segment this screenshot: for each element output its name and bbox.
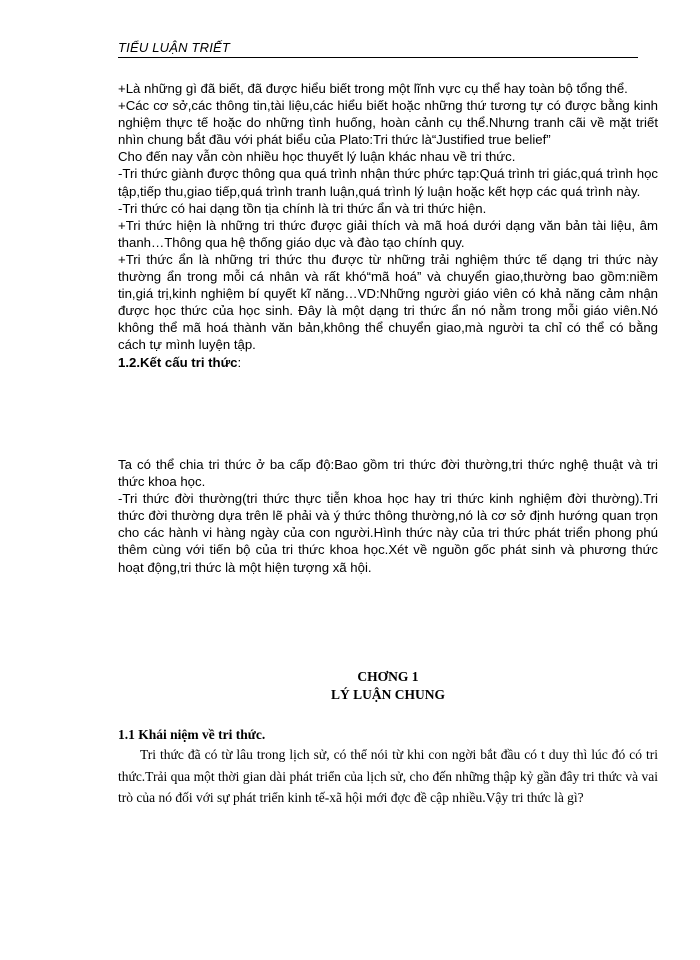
- knowledge-structure-block: [118, 456, 658, 576]
- section-heading-1-2-bold: 1.2.Kết cấu tri thức: [118, 354, 238, 370]
- paragraph: -Tri thức giành được thông qua quá trình nhận thức phức tạp:Quá trình tri giác,quá trình học tập,tiếp thu,giao tiếp,quá trình tranh luận,quá trình lý luận hoặc kết hợp các quá trình này.: [118, 166, 658, 199]
- paragraph: Cho đến nay vẫn còn nhiều học thuyết lý luận khác nhau về tri thức.: [118, 149, 516, 165]
- paragraph: Ta có thể chia tri thức ở ba cấp độ:Bao gồm tri thức đời thường,tri thức nghệ thuật và tri thức khoa học.: [118, 457, 658, 490]
- section-heading-1-2: [118, 354, 658, 371]
- chapter-title: LÝ LUẬN CHUNG: [330, 687, 445, 702]
- section-heading-1-2-colon: :: [237, 354, 242, 370]
- section-heading-1-1: 1.1 Khái niệm về tri thức.: [118, 727, 266, 742]
- paragraph: +Tri thức hiện là những tri thức được giải thích và mã hoá dưới dạng văn bản tài liệu, âm thanh…Thông qua hệ thống giáo dục và đào tạo chính quy.: [118, 217, 658, 250]
- paragraph: -Tri thức đời thường(tri thức thực tiễn khoa học hay tri thức kinh nghiệm đời thường).Tri thức đời thường dựa trên lẽ phải và ý thức thông thường,nó là cơ sở định hướng quan trọn cho các hành vi hàng ngày của con người.Hình thức này của tri thức phát triển phong phú thêm cùng với tiến bộ của tri thức khoa học.Xét về nguồn gốc phát sinh và phương thức hoạt động,tri thức là một hiện tượng xã hội.: [118, 491, 658, 575]
- section-1-1-body: [118, 744, 658, 809]
- knowledge-definition-block: [118, 80, 658, 371]
- paragraph: +Tri thức ẩn là những tri thức thu được từ những trải nghiệm thức tế dạng tri thức này thường ẩn trong mỗi cá nhân và rất khó“mã hoá” và chuyển giao,thường bao gồm:niềm tin,giá trị,kinh nghiệm bí quyết kĩ năng…VD:Những người giáo viên có khả năng cảm nhận được học thức của học sinh. Đây là một dạng tri thức ẩn nó nằm trong mỗi giáo viên.Nó không thể mã hoá thành văn bản,không thể chuyển giao,mà người ta chỉ có thể có bằng cách tự mình luyện tập.: [118, 251, 658, 353]
- paragraph: -Tri thức có hai dạng tồn tịa chính là tri thức ẩn và tri thức hiện.: [118, 200, 487, 216]
- paragraph: Tri thức đã có từ lâu trong lịch sử, có thể nói từ khi con ngời bắt đầu có t duy thì lúc đó có tri thức.Trải qua một thời gian dài phát triển của lịch sử, cho đến những thập kỷ gần đây tri thức và vai trò của nó đối với sự phát triển kinh tế-xã hội mới đợc đề cập nhiều.Vậy tri thức là gì?: [118, 747, 658, 805]
- paragraph: +Là những gì đã biết, đã được hiểu biết trong một lĩnh vực cụ thể hay toàn bộ tổng thể.: [118, 81, 628, 96]
- chapter-number: CHƠNG 1: [357, 669, 419, 684]
- paragraph: +Các cơ sở,các thông tin,tài liệu,các hiểu biết hoặc những thứ tương tự có được bằng kinh nghiệm thực tế hoặc do những tình huống, hoàn cảnh cụ thể.Nhưng tranh cãi về mặt triết nhìn chung bắt đầu với phát biểu của Plato:Tri thức là“Justified true belief”: [118, 98, 658, 148]
- running-header: TIỂU LUẬN TRIẾT: [118, 40, 638, 58]
